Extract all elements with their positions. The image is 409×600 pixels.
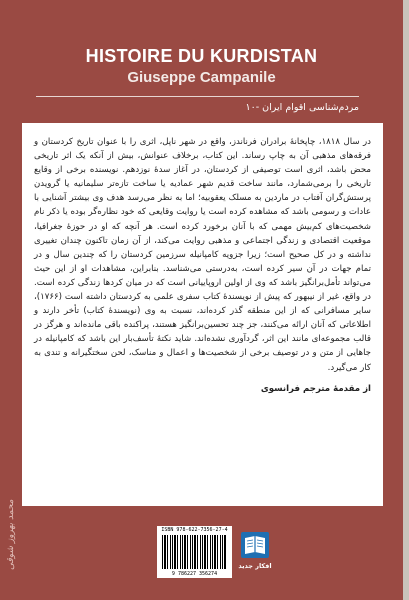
blurb-panel xyxy=(22,123,383,506)
publisher-logo xyxy=(238,528,272,576)
author-name: Giuseppe Campanile xyxy=(127,69,276,86)
book-icon xyxy=(238,528,272,562)
divider-line xyxy=(36,96,359,97)
barcode-bars xyxy=(162,535,227,569)
book-title: HISTOIRE DU KURDISTAN xyxy=(85,46,318,66)
publisher-name: افکار جدید xyxy=(238,562,272,570)
isbn-text: ISBN 978-622-7356-27-4 xyxy=(161,527,228,533)
barcode xyxy=(157,526,232,578)
handwritten-signature: محمد بهروز شوقی xyxy=(6,499,16,570)
barcode-digits: 9 786227 356274 xyxy=(171,571,218,577)
series-label: مردم‌شناسی اقوام ایران -۱۰ xyxy=(245,102,359,113)
blurb-text: در سال ۱۸۱۸، چاپخانهٔ برادران فرناندز، واقع در شهر ناپل، اثری را با عنوان تاریخ کردستان و فرقه‌های مذهبی آن به چاپ رساند. این کتاب، برخلاف عنوانش، بیش از آنکه یک اثر تاریخی محض باشد، اثری است توصیفی از کردستان، در آغاز سدهٔ نوزدهم. نویسنده برخی از وقایع تاریخی را برمی‌شمارد، مانند ساخت قدیم شهر عمادیه یا ساخت تازه‌تر سلیمانیه یا گرویدن پرستش‌گران آفتاب در ماردین به مسلک یعقوبیه؛ اما به نظر می‌رسد هدف وی بیشتر آشنایی با عادات و رسومی باشد که مشاهده کرده است یا روایت وقایعی که خود نظاره‌گر بوده یا ذکر نام شخصیت‌های کم‌بیش مهمی که با آنان برخورد کرده است. هر آنچه که او در حوزهٔ جغرافیا، موقعیت اقتصادی و زندگی اجتماعی و مذهبی روایت می‌کند، از آن زمان تاکنون چندان تغییری نداشته و در کل صحیح است؛ زیرا جزویه کامپانیله سرزمین کردستان را که چندین سال و در تمام جهات در آن سیر کرده است، به‌درستی می‌شناسد. بنابراین، مشاهدات او از این حیث می‌تواند تأمل‌برانگیز باشد که وی از اولین اروپاییانی است که در میان کردها زندگی کرده است. در واقع، غیر از نیبهور که پیش از نویسندهٔ کتاب سفری علمی به کردستان داشته است (۱۷۶۶)، سایر مسافرانی که از این منطقه گذر کرده‌اند، نسبت به وی (نویسندهٔ کتاب) تأخر دارند و اطلاعاتی که آنان ارائه می‌کنند، جز چند تحسین‌برانگیز هستند، پراکنده باقی مانده‌اند و هرگز در قالب مجموعه‌ای مانند این اثر، گردآوری نشده‌اند. شاید نکتهٔ تأسف‌بار این باشد که کامپانیله در جاهایی از متن و در توصیف برخی از شخصیت‌ها و اعمال و مناسک، لحن سختگیرانه و تندی به کار می‌گیرد. xyxy=(34,137,371,373)
blurb-source: از مقدمهٔ مترجم فرانسوی xyxy=(260,383,371,394)
